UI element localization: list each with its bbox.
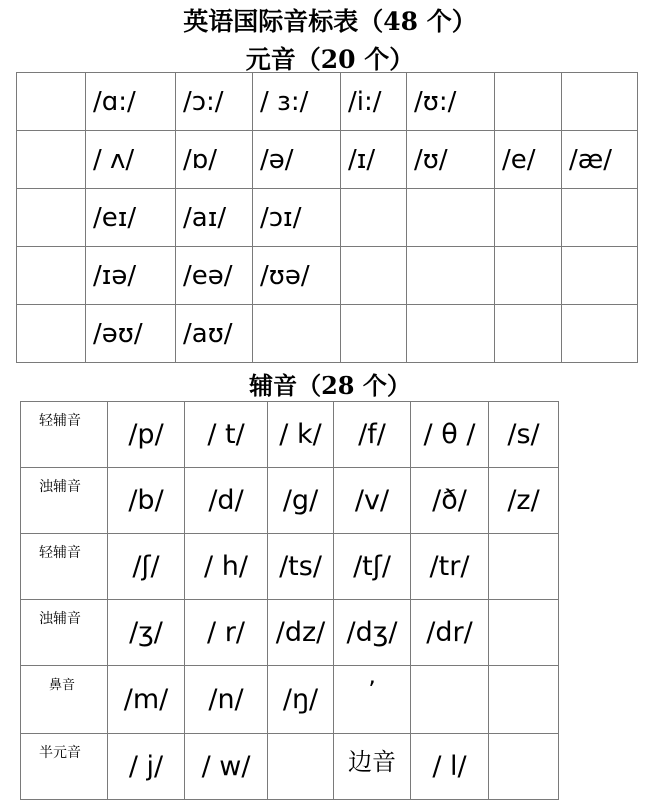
consonant-symbol [489, 666, 559, 734]
consonant-symbol: /ð/ [411, 468, 489, 534]
consonant-symbol: /ts/ [268, 534, 334, 600]
vowel-symbol: /ɒ/ [176, 131, 253, 189]
vowel-row-label [17, 131, 86, 189]
consonant-category-label: 浊辅音 [21, 468, 108, 534]
vowel-symbol: / ɜ:/ [253, 73, 341, 131]
vowel-symbol [341, 247, 407, 305]
vowels-table [16, 72, 638, 363]
vowel-symbol: /i:/ [341, 73, 407, 131]
vowel-symbol [407, 247, 495, 305]
consonant-symbol: / r/ [185, 600, 268, 666]
consonant-symbol: / h/ [185, 534, 268, 600]
consonant-symbol: /d/ [185, 468, 268, 534]
consonant-symbol: /ŋ/ [268, 666, 334, 734]
vowel-symbol [562, 305, 638, 363]
consonant-symbol: / l/ [411, 734, 489, 800]
consonant-category-label: 轻辅音 [21, 402, 108, 468]
vowel-symbol: /əʊ/ [86, 305, 176, 363]
vowel-symbol [495, 247, 562, 305]
vowel-symbol [495, 189, 562, 247]
vowel-symbol [407, 189, 495, 247]
consonant-symbol [489, 734, 559, 800]
consonant-category-label: 轻辅音 [21, 534, 108, 600]
vowel-symbol: /ʊə/ [253, 247, 341, 305]
vowel-row-label [17, 305, 86, 363]
vowel-symbol: / ʌ/ [86, 131, 176, 189]
vowel-symbol: /ɪə/ [86, 247, 176, 305]
vowel-symbol [407, 305, 495, 363]
vowel-symbol: /ɪ/ [341, 131, 407, 189]
page-title: 英语国际音标表（48 个） [183, 7, 477, 36]
consonant-category-label: 半元音 [21, 734, 108, 800]
consonant-symbol: /s/ [489, 402, 559, 468]
consonant-category-label: 鼻音 [21, 666, 108, 734]
consonant-symbol: /ʃ/ [108, 534, 185, 600]
consonants-heading: 辅音（28 个） [249, 371, 411, 400]
vowels-heading: 元音（20 个） [245, 45, 415, 74]
vowel-symbol: /ʊ/ [407, 131, 495, 189]
vowel-symbol: /eə/ [176, 247, 253, 305]
vowel-symbol: /ɑ:/ [86, 73, 176, 131]
consonant-row [21, 666, 559, 734]
vowel-symbol: /e/ [495, 131, 562, 189]
consonant-symbol: / t/ [185, 402, 268, 468]
vowel-symbol [562, 189, 638, 247]
vowel-symbol: /ʊ:/ [407, 73, 495, 131]
vowel-symbol: /ɔ:/ [176, 73, 253, 131]
consonant-symbol: /dr/ [411, 600, 489, 666]
vowel-symbol: /aɪ/ [176, 189, 253, 247]
vowel-symbol [562, 73, 638, 131]
consonant-symbol: / j/ [108, 734, 185, 800]
consonant-symbol [489, 534, 559, 600]
consonant-symbol [268, 734, 334, 800]
consonant-symbol: /v/ [334, 468, 411, 534]
vowel-row [17, 131, 638, 189]
lateral-label: 边音 [334, 734, 411, 800]
consonant-symbol: /n/ [185, 666, 268, 734]
consonant-symbol: /ʒ/ [108, 600, 185, 666]
vowel-symbol [495, 305, 562, 363]
consonant-row [21, 534, 559, 600]
consonant-row [21, 734, 559, 800]
consonant-symbol: /tr/ [411, 534, 489, 600]
consonant-row [21, 468, 559, 534]
apostrophe-mark: ’ [334, 666, 411, 734]
consonant-symbol: /p/ [108, 402, 185, 468]
consonant-symbol: /dʒ/ [334, 600, 411, 666]
vowel-symbol: /ə/ [253, 131, 341, 189]
consonant-symbol: / θ / [411, 402, 489, 468]
vowel-symbol [341, 189, 407, 247]
vowel-row [17, 189, 638, 247]
vowel-row-label [17, 189, 86, 247]
consonant-symbol: / w/ [185, 734, 268, 800]
vowel-row-label [17, 73, 86, 131]
consonants-table [20, 401, 559, 800]
consonant-symbol: /z/ [489, 468, 559, 534]
consonant-symbol: /f/ [334, 402, 411, 468]
vowel-row [17, 247, 638, 305]
vowel-symbol: /eɪ/ [86, 189, 176, 247]
consonant-symbol: /g/ [268, 468, 334, 534]
vowel-symbol: /ɔɪ/ [253, 189, 341, 247]
vowel-symbol: /aʊ/ [176, 305, 253, 363]
vowel-symbol [341, 305, 407, 363]
consonant-symbol: / k/ [268, 402, 334, 468]
consonant-symbol [489, 600, 559, 666]
consonant-symbol: /m/ [108, 666, 185, 734]
consonant-category-label: 浊辅音 [21, 600, 108, 666]
vowel-row [17, 305, 638, 363]
consonant-row [21, 402, 559, 468]
vowel-symbol [495, 73, 562, 131]
consonant-symbol [411, 666, 489, 734]
vowel-symbol [253, 305, 341, 363]
vowel-symbol [562, 247, 638, 305]
consonant-row [21, 600, 559, 666]
consonant-symbol: /b/ [108, 468, 185, 534]
vowel-row-label [17, 247, 86, 305]
vowel-symbol: /æ/ [562, 131, 638, 189]
consonant-symbol: /tʃ/ [334, 534, 411, 600]
consonant-symbol: /dz/ [268, 600, 334, 666]
vowel-row [17, 73, 638, 131]
